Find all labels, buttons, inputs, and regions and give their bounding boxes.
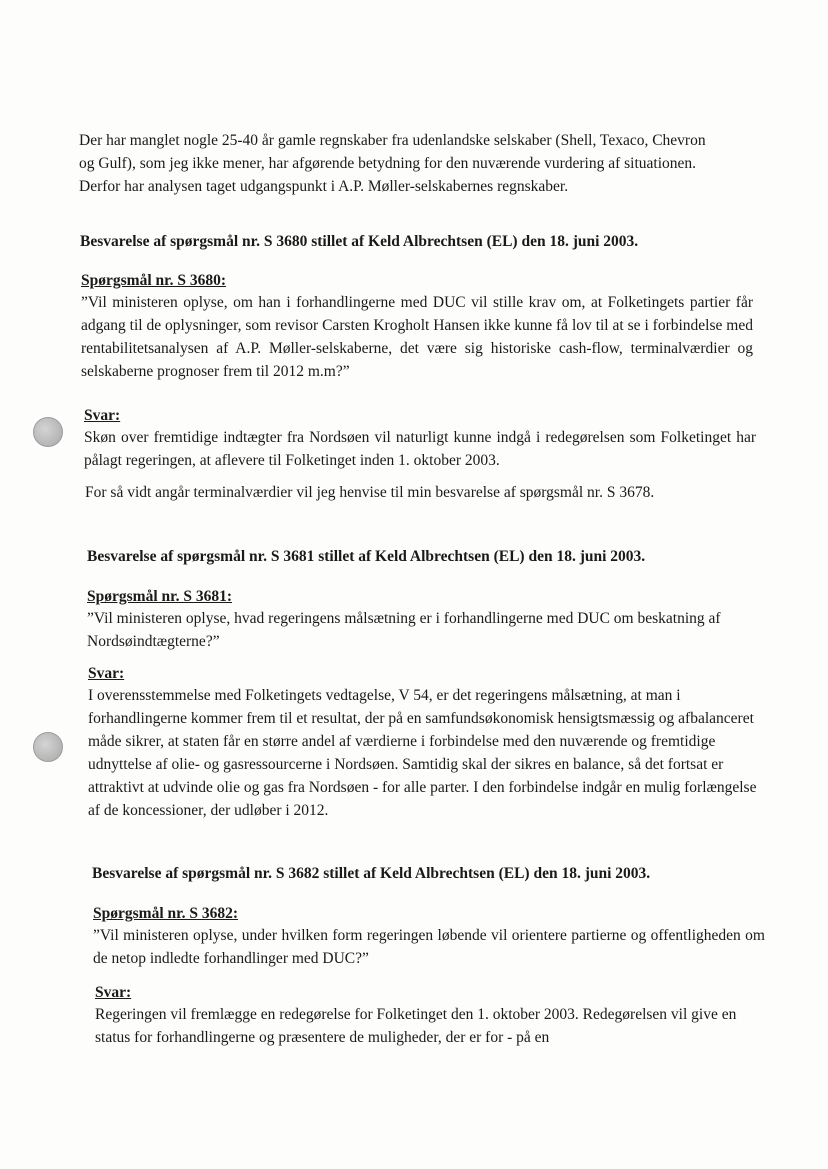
answer-paragraph: Skøn over fremtidige indtægter fra Nordsøen vil naturligt kunne indgå i redegørelsen som Folketinget har pålagt regeringen, at aflevere til Folketinget inden 1. oktober 2003. [84,429,756,469]
question-label: Spørgsmål nr. S 3681: [87,588,232,605]
question-text: ”Vil ministeren oplyse, under hvilken form regeringen løbende vil orientere partierne og offentligheden om de netop indledte forhandlinger med DUC?” [93,927,765,967]
answer-block-3681 [88,664,760,822]
answer-block-3682 [95,983,755,1049]
question-label: Spørgsmål nr. S 3682: [93,905,238,922]
intro-paragraph: Der har manglet nogle 25-40 år gamle regnskaber fra udenlandske selskaber (Shell, Texaco, Chevron og Gulf), som jeg ikke mener, har afgørende betydning for den nuværende vurdering af situationen. Derfor har analysen taget udgangspunkt i A.P. Møller-selskabernes regnskaber. [79,132,706,195]
question-block-3680 [81,271,753,383]
punch-hole-bottom [33,732,63,762]
answer-block-3680 [84,406,756,472]
question-block-3681 [87,587,759,653]
punch-hole-top [33,417,63,447]
answer-label: Svar: [88,665,125,682]
question-label: Spørgsmål nr. S 3680: [81,272,226,289]
question-block-3682 [93,904,765,970]
answer-label: Svar: [95,984,132,1001]
answer-paragraph: I overensstemmelse med Folketingets vedtagelse, V 54, er det regeringens målsætning, at man i forhandlingerne kommer frem til et resultat, der på en samfundsøkonomisk hensigtsmæssig og afbalanceret måde sikrer, at staten får en større andel af værdierne i forbindelse med den nuværende og fremtidige udnyttelse af olie- og gasressourcerne i Nordsøen. Samtidig skal der sikres en balance, så det fortsat er attraktivt at udvinde olie og gas fra Nordsøen - for alle parter. I den forbindelse indgår en mulig forlængelse af de koncessioner, der udløber i 2012. [88,687,757,819]
answer-paragraph: Regeringen vil fremlægge en redegørelse for Folketinget den 1. oktober 2003. Redegørelsen vil give en status for forhandlingerne og præsentere de muligheder, der er for - på en [95,1006,737,1046]
section-heading-3681: Besvarelse af spørgsmål nr. S 3681 stillet af Keld Albrechtsen (EL) den 18. juni 2003. [87,548,646,565]
section-heading-3682: Besvarelse af spørgsmål nr. S 3682 stillet af Keld Albrechtsen (EL) den 18. juni 2003. [92,865,651,882]
answer-paragraph-terminal: For så vidt angår terminalværdier vil jeg henvise til min besvarelse af spørgsmål nr. S 3678. [85,484,655,501]
question-text: ”Vil ministeren oplyse, om han i forhandlingerne med DUC vil stille krav om, at Folketingets partier får adgang til de oplysninger, som revisor Carsten Krogholt Hansen ikke kunne få lov til at se i forbindelse med rentabilitetsanalysen af A.P. Møller-selskaberne, det være sig historiske cash-flow, terminalværdier og selskaberne prognoser frem til 2012 m.m?” [81,294,753,380]
answer-label: Svar: [84,407,121,424]
question-text: ”Vil ministeren oplyse, hvad regeringens målsætning er i forhandlingerne med DUC om beskatning af Nordsøindtægterne?” [87,610,721,650]
section-heading-3680: Besvarelse af spørgsmål nr. S 3680 stillet af Keld Albrechtsen (EL) den 18. juni 2003. [80,233,639,250]
